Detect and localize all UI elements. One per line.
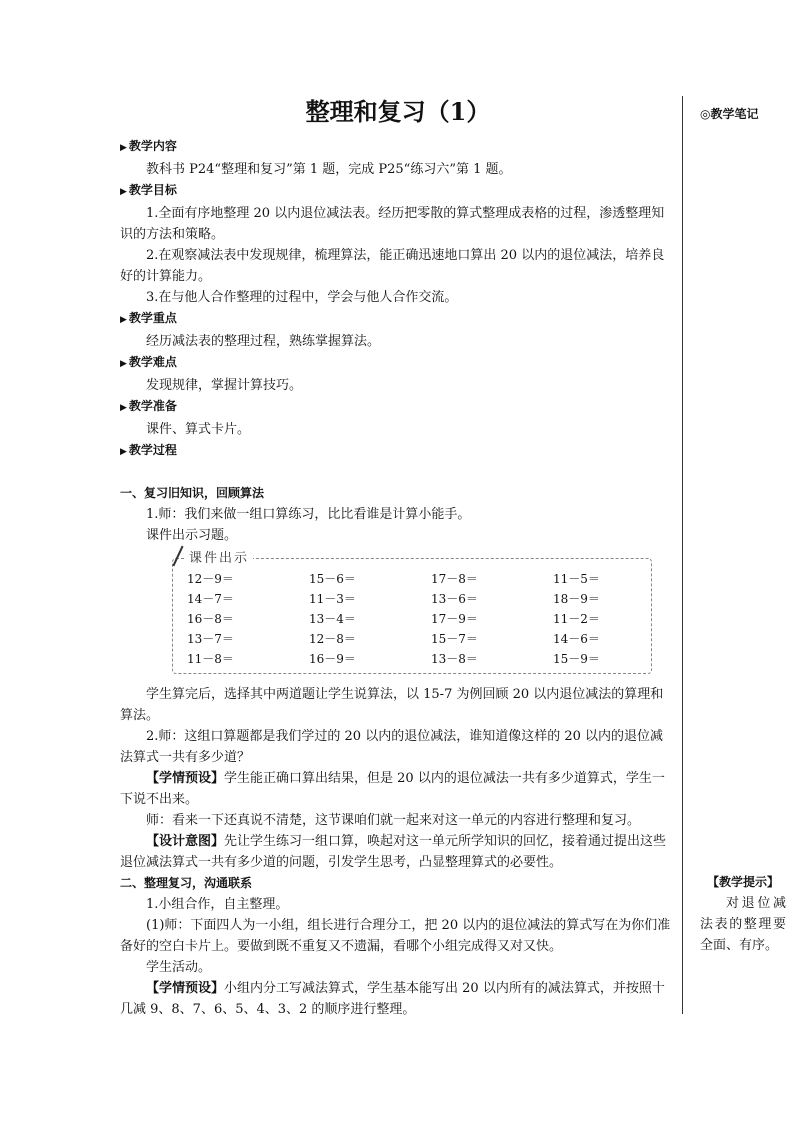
section-heading-content <box>120 136 676 159</box>
triangle-marker-icon: ▶ <box>120 143 127 153</box>
column-divider <box>682 96 683 1014</box>
exercise: 17－8＝ <box>431 572 478 586</box>
triangle-marker-icon: ▶ <box>120 359 127 369</box>
part1-p3: 学生算完后，选择其中两道题让学生说算法，以 15-7 为例回顾 20 以内退位减法的算理和算法。 <box>120 687 664 723</box>
triangle-marker-icon: ▶ <box>120 403 127 413</box>
prep-text: 课件、算式卡片。 <box>146 422 251 437</box>
part2-heading: 二、整理复习，沟通联系 <box>120 876 253 890</box>
exercise: 16－9＝ <box>309 652 356 666</box>
exercise: 18－9＝ <box>553 592 600 606</box>
key-text: 经历减法表的整理过程，熟练掌握算法。 <box>146 334 381 349</box>
exercise: 11－8＝ <box>187 652 234 666</box>
tag-prediction: 【学情预设】 <box>146 771 225 786</box>
part2-p3: 学生活动。 <box>146 960 212 975</box>
paragraph-text: 学生能正确口算出结果，但是 20 以内的退位减法一共有多少道算式，学生一下说不出来。 <box>120 771 665 807</box>
section-heading-difficulty <box>120 352 676 375</box>
part2-p2: (1)师：下面四人为一小组，组长进行合理分工，把 20 以内的退位减法的算式写在为你们准备好的空白卡片上。要做到既不重复又不遗漏，看哪个小组完成得又对又快。 <box>120 918 671 954</box>
tag-design-intent: 【设计意图】 <box>146 834 225 849</box>
card-label: 课件出示 <box>185 548 253 569</box>
exercise: 15－9＝ <box>553 652 600 666</box>
section-heading-key <box>120 308 676 331</box>
exercise: 17－9＝ <box>431 612 478 626</box>
exercise: 15－6＝ <box>309 572 356 586</box>
part2-p1: 1.小组合作，自主整理。 <box>146 897 289 912</box>
part1-p6: 师：看来一下还真说不清楚，这节课咱们就一起来对这一单元的内容进行整理和复习。 <box>146 813 641 828</box>
part1-heading: 一、复习旧知识，回顾算法 <box>120 486 265 500</box>
section-label: 教学准备 <box>128 399 177 413</box>
spacer <box>120 463 676 483</box>
triangle-marker-icon: ▶ <box>120 187 127 197</box>
part1-p5 <box>120 768 676 810</box>
exercise: 15－7＝ <box>431 632 478 646</box>
exercise: 11－5＝ <box>553 572 600 586</box>
part1-p4: 2.师：这组口算题都是我们学过的 20 以内的退位减法，谁知道像这样的 20 以内的退位减法算式一共有多少道？ <box>120 729 664 765</box>
exercise: 12－8＝ <box>309 632 356 646</box>
paragraph-text: 先让学生练习一组口算，唤起对这一单元所学知识的回忆，接着通过提出这些退位减法算式一共有多少道的问题，引发学生思考，凸显整理算式的必要性。 <box>120 834 667 870</box>
section-label: 教学难点 <box>128 355 177 369</box>
teaching-tip <box>700 872 786 956</box>
section-label: 教学重点 <box>128 311 177 325</box>
teaching-tip-heading: 【教学提示】 <box>706 875 779 889</box>
exercise: 13－6＝ <box>431 592 478 606</box>
goal-1: 1.全面有序地整理 20 以内退位减法表。经历把零散的算式整理成表格的过程，渗透整理知识的方法和策略。 <box>120 206 665 242</box>
triangle-marker-icon: ▶ <box>120 447 127 457</box>
goal-2: 2.在观察减法表中发现规律，梳理算法，能正确迅速地口算出 20 以内的退位减法，培养良好的计算能力。 <box>120 248 665 284</box>
part1-p7 <box>120 831 676 873</box>
paragraph-text: 小组内分工写减法算式，学生基本能写出 20 以内所有的减法算式，并按照十几减 9、8、7、6、5、4、3、2 的顺序进行整理。 <box>120 981 665 1017</box>
page-title: 整理和复习（1） <box>305 97 491 126</box>
lesson-plan-body <box>120 96 676 1020</box>
section-heading-prep <box>120 396 676 419</box>
card-slash-icon <box>172 546 183 567</box>
exercise: 13－4＝ <box>309 612 356 626</box>
tag-prediction: 【学情预设】 <box>146 981 225 996</box>
exercise: 16－8＝ <box>187 612 234 626</box>
teaching-notes-title: ◎教学笔记 <box>700 107 759 121</box>
section-heading-process <box>120 440 676 463</box>
exercise-grid <box>187 569 653 669</box>
exercise: 11－3＝ <box>309 592 356 606</box>
exercise: 12－9＝ <box>187 572 234 586</box>
exercise: 13－7＝ <box>187 632 234 646</box>
exercise: 11－2＝ <box>553 612 600 626</box>
exercise: 14－7＝ <box>187 592 234 606</box>
section-label: 教学目标 <box>128 183 177 197</box>
content-text: 教科书 P24“整理和复习”第 1 题，完成 P25“练习六”第 1 题。 <box>146 162 512 177</box>
triangle-marker-icon: ▶ <box>120 315 127 325</box>
exercise: 13－8＝ <box>431 652 478 666</box>
difficulty-text: 发现规律，掌握计算技巧。 <box>146 378 303 393</box>
section-label: 教学内容 <box>128 139 177 153</box>
exercise: 14－6＝ <box>553 632 600 646</box>
part1-p1: 1.师：我们来做一组口算练习，比比看谁是计算小能手。 <box>146 507 471 522</box>
teaching-tip-body: 对退位减法表的整理要全面、有序。 <box>700 896 786 953</box>
section-label: 教学过程 <box>128 443 177 457</box>
goal-3: 3.在与他人合作整理的过程中，学会与他人合作交流。 <box>146 290 458 305</box>
part2-p4 <box>120 978 676 1020</box>
courseware-card <box>172 551 652 674</box>
part1-p2: 课件出示习题。 <box>146 528 238 543</box>
section-heading-goals <box>120 180 676 203</box>
